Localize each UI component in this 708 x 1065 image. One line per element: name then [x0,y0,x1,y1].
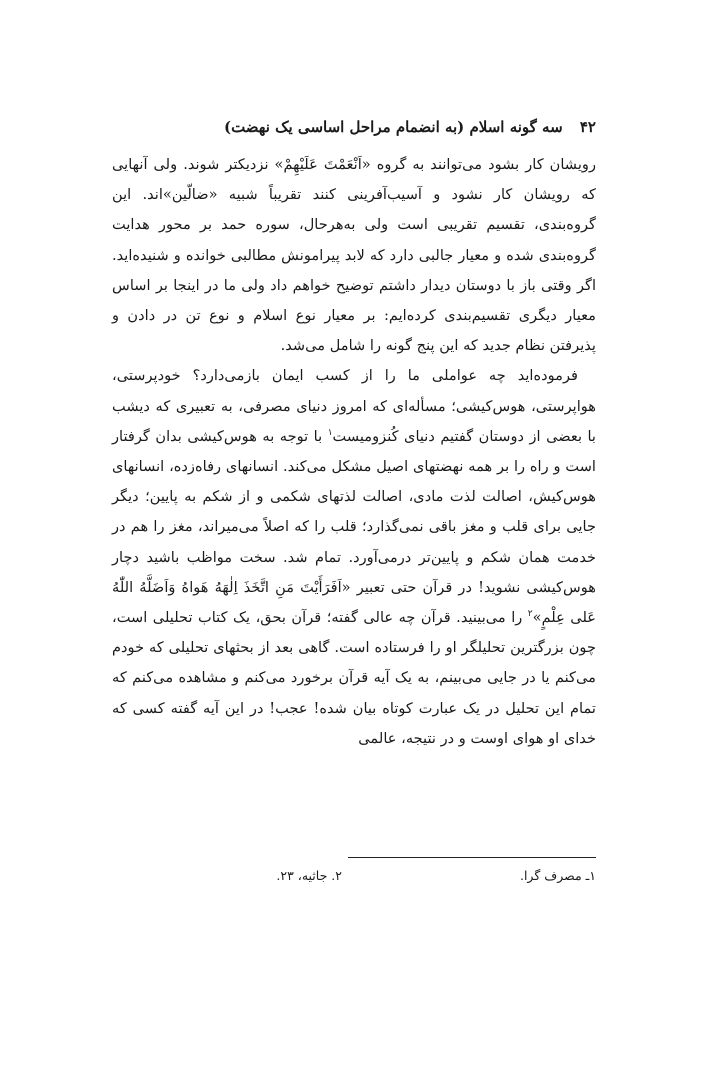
paragraph-2 [112,361,596,754]
page-number: ۴۲ [579,118,596,136]
footnote-1: ۱ـ مصرف گرا. [519,868,596,883]
footnotes [112,868,596,892]
paragraph-1: رویشان کار بشود می‌توانند به گروه «اَنْعَمْتَ عَلَیْهِمْ» نزدیکتر شوند. ولی آنهایی که رویشان کار نشود و آسیب‌آفرینی کنند تقریباً شبیه «ضالّین»اند. این گروه‌بندی، تقسیم تقریبی است ولی به‌هرحال، سوره حمد بر محور هدایت گروه‌بندی شده و معیار جالبی دارد که لابد پیرامونش مطالبی خوانده و شنیده‌اید. اگر وقتی باز با دوستان دیدار داشتم توضیح خواهم داد ولی ما در اینجا بر اساس معیار دیگری تقسیم‌بندی کرده‌ایم: بر معیار نوع اسلام و نوع تن در دادن و پذیرفتن نظام جدید که این پنج گونه را شامل می‌شد. [112,156,596,355]
running-header [112,118,596,148]
footnote-2: ۲. جاثیه، ۲۳. [276,868,342,883]
footnote-ref-2: ۲ [527,609,533,620]
body-text [112,150,596,754]
running-title: سه گونه اسلام (به انضمام مراحل اساسی یک نهضت) [223,118,563,136]
paragraph-2-text-a: فرموده‌اید چه عواملی ما را از کسب ایمان بازمی‌دارد؟ خودپرستی، هواپرستی، هوس‌کیشی؛ مسأله‌ای که امروز دنیای مصرفی، به تعبیری که دیشب با بعضی از دوستان گفتیم دنیای کُنزومیست [112,367,596,445]
footnote-ref-1: ۱ [327,427,333,438]
paragraph-2-text-b: با توجه به هوس‌کیشی بدان گرفتار است و راه را بر همه نهضتهای اصیل مشکل می‌کند. انسانهای رفاه‌زده، انسانهای هوس‌کیش، اصالت لذت مادی، اصالت لذتهای شکمی و از شکم به پایین؛ دیگر جایی برای قلب و مغز باقی نمی‌گذارد؛ قلب را که اصلاً می‌میراند، مغز را هم در خدمت همان شکم و پایین‌تر درمی‌آورد. تمام شد. سخت مواظب باشید دچار هوس‌کیشی نشوید! در قرآن حتی تعبیر «اَفَرَأَیْتَ مَنِ اتَّخَذَ اِلٰهَهُ هَواهُ وَاَضَلَّهُ اللّٰهُ عَلی عِلْمٍ» [112,427,596,627]
paragraph-2-text-c: را می‌بینید. قرآن چه عالی گفته؛ قرآن بحق، یک کتاب تحلیلی است، چون بزرگترین تحلیلگر او را فرستاده است. گاهی بعد از بحثهای تحلیلی که خودم می‌کنم یا در جایی می‌بینم، به یک آیه قرآن برخورد می‌کنم و مشاهده می‌کنم که تمام این تحلیل در یک عبارت کوتاه بیان شده! عجب! در این آیه گفته کسی که خدای او هوای اوست و در نتیجه، عالمی [112,609,596,747]
footnote-divider [348,857,596,858]
